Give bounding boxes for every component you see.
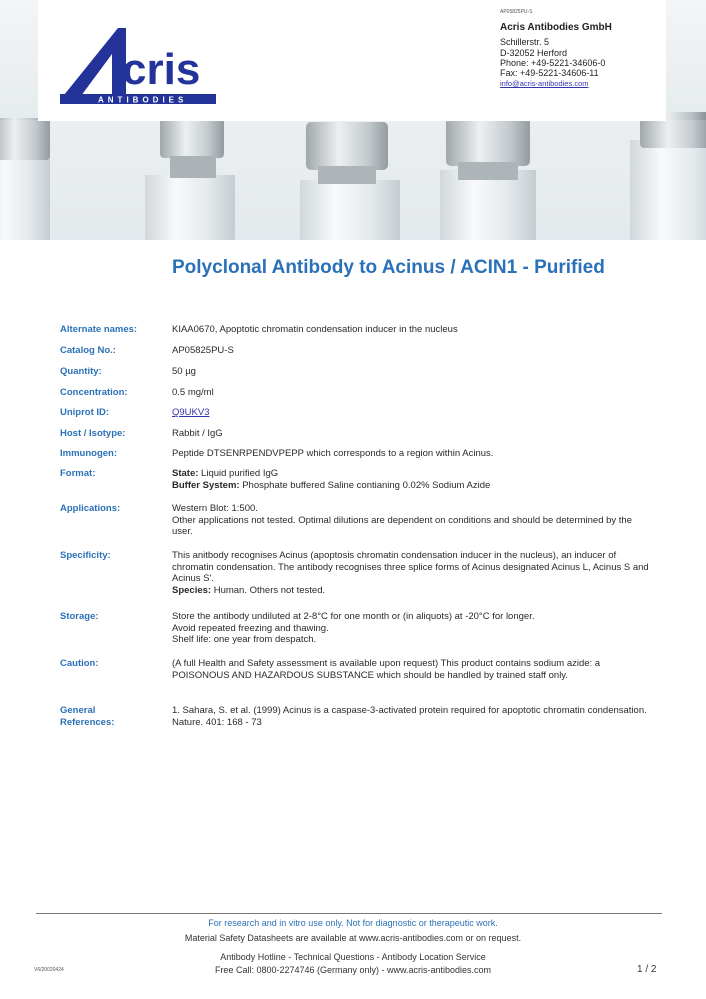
- value-alternate-names: KIAA0670, Apoptotic chromatin condensation inducer in the nucleus: [172, 324, 458, 335]
- label-format: Format:: [60, 468, 96, 479]
- fax: Fax: +49-5221-34606-11: [500, 68, 599, 79]
- storage-line3: Shelf life: one year from despatch.: [172, 634, 317, 645]
- email-link[interactable]: info@acris-antibodies.com: [500, 78, 589, 88]
- applications-line1: Western Blot: 1:500.: [172, 503, 258, 514]
- uniprot-link[interactable]: Q9UKV3: [172, 407, 210, 418]
- product-title: Polyclonal Antibody to Acinus / ACIN1 - Purified: [172, 257, 605, 278]
- footer-msds-notice: Material Safety Datasheets are available at www.acris-antibodies.com or on request.: [184, 933, 522, 943]
- label-concentration: Concentration:: [60, 387, 128, 398]
- species-label: Species:: [172, 584, 212, 596]
- storage-line2: Avoid repeated freezing and thawing.: [172, 622, 329, 634]
- value-quantity: 50 µg: [172, 366, 196, 377]
- value-catalog-no: AP05825PU-S: [172, 345, 234, 356]
- document-id: AP05825PU-S: [500, 9, 533, 15]
- label-quantity: Quantity:: [60, 366, 102, 377]
- label-immunogen: Immunogen:: [60, 448, 117, 459]
- label-references-line2: References:: [60, 716, 115, 728]
- format-buffer-label: Buffer System:: [172, 479, 240, 491]
- label-caution: Caution:: [60, 658, 99, 669]
- label-catalog-no: Catalog No.:: [60, 345, 116, 356]
- format-buffer-value: Phosphate buffered Saline contianing 0.02% Sodium Azide: [242, 479, 491, 491]
- svg-text:cris: cris: [122, 45, 201, 94]
- label-storage: Storage:: [60, 611, 99, 622]
- value-immunogen: Peptide DTSENRPENDVPEPP which corresponds to a region within Acinus.: [172, 448, 494, 459]
- company-name: Acris Antibodies GmbH: [500, 21, 612, 33]
- label-applications: Applications:: [60, 503, 121, 514]
- value-references: 1. Sahara, S. et al. (1999) Acinus is a caspase-3-activated protein required for apoptotic chromatin condensation. Nature. 401: 168 - 73: [172, 705, 647, 728]
- storage-line1: Store the antibody undiluted at 2-8°C for one month or (in aliquots) at -20°C for longer.: [172, 611, 535, 622]
- footer-divider: [36, 913, 662, 914]
- label-specificity: Specificity:: [60, 550, 111, 561]
- company-contact: [500, 10, 680, 88]
- footer-hotline: Antibody Hotline - Technical Questions - Antibody Location Service: [220, 952, 486, 962]
- svg-text:ANTIBODIES: ANTIBODIES: [98, 95, 188, 105]
- value-concentration: 0.5 mg/ml: [172, 387, 214, 398]
- acris-logo: [60, 28, 220, 108]
- label-alternate-names: Alternate names:: [60, 324, 138, 335]
- page-number: 1 / 2: [637, 964, 657, 975]
- label-uniprot-id: Uniprot ID:: [60, 407, 110, 418]
- footer-free-call: Free Call: 0800-2274746 (Germany only) - www.acris-antibodies.com: [214, 965, 492, 975]
- species-value: Human. Others not tested.: [213, 584, 326, 596]
- address-city: D-32052 Herford: [500, 47, 568, 58]
- footer-research-notice: For research and in vitro use only. Not for diagnostic or therapeutic work.: [208, 918, 498, 928]
- header-banner: [0, 0, 706, 240]
- address-street: Schillerstr. 5: [500, 37, 550, 48]
- applications-line2: Other applications not tested. Optimal dilutions are dependent on conditions and should be determined by the user.: [172, 514, 632, 537]
- document-version: V6/20020424: [34, 967, 64, 973]
- label-references-line1: General: [60, 705, 96, 716]
- format-state-label: State:: [172, 468, 199, 479]
- label-host-isotype: Host / Isotype:: [60, 428, 126, 439]
- specificity-text: This anitbody recognises Acinus (apoptosis chromatin condensation inducer in the nucleus), an inducer of chromatin condensation. The antibody recognises three splice forms of Acinus designated Acinus L, Acinus S and Acinus S'.: [172, 550, 649, 584]
- value-caution: (A full Health and Safety assessment is available upon request) This product contains sodium azide: a POISONOUS AND HAZARDOUS SUBSTANCE which should be handled by trained staff only.: [172, 658, 601, 681]
- phone: Phone: +49-5221-34606-0: [500, 57, 606, 68]
- value-host-isotype: Rabbit / IgG: [172, 428, 223, 439]
- format-state-value: Liquid purified IgG: [201, 468, 279, 479]
